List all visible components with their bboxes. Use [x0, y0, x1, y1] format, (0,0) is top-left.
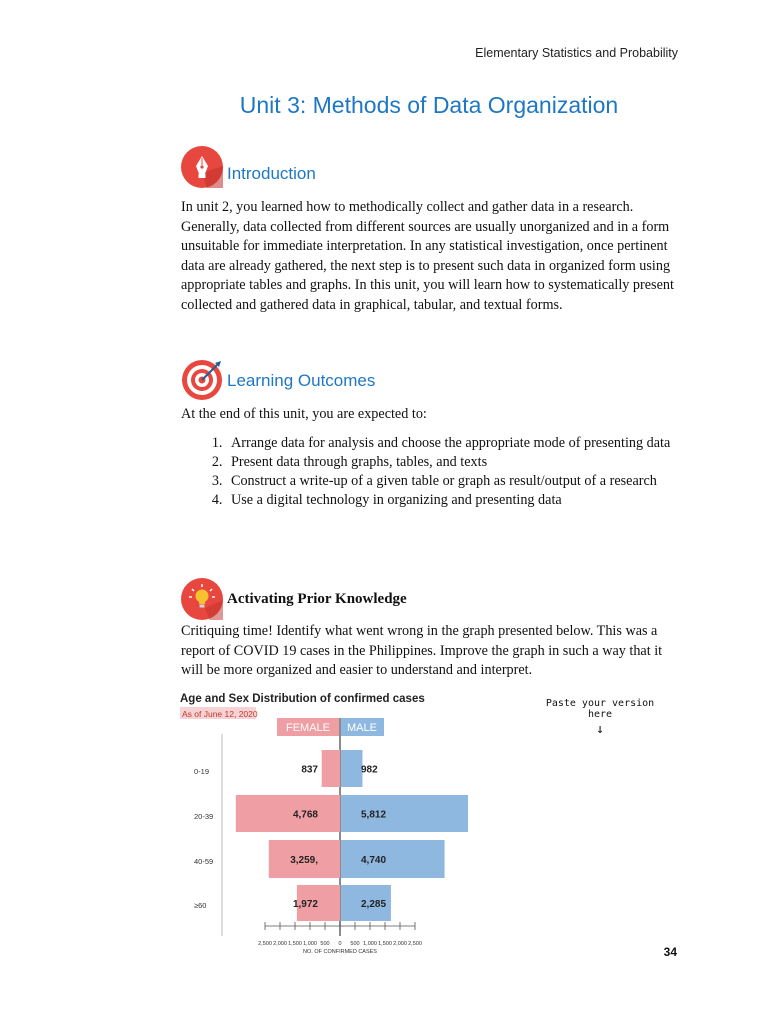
- x-tick-label: 1,500: [378, 941, 392, 947]
- x-tick-label: 500: [320, 941, 330, 947]
- data-label-female: 1,972: [292, 899, 318, 910]
- bar-female: [322, 750, 340, 787]
- data-label-female: 4,768: [292, 809, 318, 821]
- outcomes-title: Learning Outcomes: [227, 371, 376, 390]
- pen-nib-icon: [181, 146, 223, 188]
- data-label-female: 3,259,: [290, 855, 318, 866]
- data-label-male: 5,812: [361, 809, 387, 821]
- outcomes-lead: At the end of this unit, you are expected to:: [181, 406, 427, 422]
- prior-knowledge-title: Activating Prior Knowledge: [227, 590, 407, 607]
- pyramid-chart-svg: [172, 686, 472, 960]
- bar-female: [236, 795, 340, 832]
- bar-male: [341, 840, 445, 878]
- lightbulb-icon: [181, 578, 223, 620]
- outcomes-heading: [181, 359, 375, 401]
- down-arrow-icon: ↓: [596, 722, 604, 737]
- prior-knowledge-text: Critiquing time! Identify what went wrong in the graph presented below. This was a report of COVID 19 cases in the Philippines. Improve the graph in such a way that it will be more organized and easier to understand and interpret.: [181, 623, 663, 679]
- paste-note: [540, 698, 660, 737]
- y-tick-label: ≥60: [194, 901, 207, 910]
- x-tick-label: 0: [338, 941, 342, 947]
- target-icon: [181, 359, 223, 401]
- y-tick-label: 0-19: [194, 767, 210, 776]
- introduction-heading: [181, 146, 316, 188]
- course-header: Elementary Statistics and Probability: [475, 46, 678, 60]
- data-label-male: 982: [361, 764, 378, 776]
- legend-female-label: FEMALE: [285, 722, 331, 734]
- chart-title: Age and Sex Distribution of confirmed cases: [180, 693, 425, 705]
- y-tick-label: 20-39: [194, 812, 214, 821]
- x-tick-label: 2,500: [408, 941, 422, 947]
- x-tick-label: 2,000: [273, 941, 287, 947]
- paste-note-text: Paste your version here: [545, 698, 655, 720]
- outcomes-list: [181, 434, 726, 510]
- pyramid-chart: [172, 686, 472, 960]
- introduction-title: Introduction: [227, 164, 316, 183]
- introduction-text: In unit 2, you learned how to methodically collect and gather data in a research. Generally, data collected from different sources are usually unorganized and in a form unsuitable for immediate interpretation. In any statistical investigation, once pertinent data are already gathered, the next step is to present such data in organized form using appropriate tables and graphs. In this unit, you will learn how to systematically present collected and gathered data in graphical, tabular, and textual forms.: [181, 199, 674, 313]
- legend-male-label: MALE: [347, 722, 377, 734]
- x-tick-label: 1,000: [303, 941, 317, 947]
- data-label-female: 837: [301, 764, 318, 776]
- data-label-male: 4,740: [361, 855, 387, 866]
- unit-title: Unit 3: Methods of Data Organization: [239, 92, 619, 118]
- prior-knowledge-heading: [181, 578, 407, 620]
- x-tick-label: 2,000: [393, 941, 407, 947]
- bar-male: [341, 750, 362, 787]
- chart-subtitle: As of June 12, 2020: [182, 709, 258, 719]
- x-tick-label: 1,000: [363, 941, 377, 947]
- list-item: 1. Arrange data for analysis and choose the appropriate mode of presenting data: [226, 434, 726, 453]
- x-tick-label: 2,500: [258, 941, 272, 947]
- y-tick-label: 40-59: [194, 857, 214, 866]
- data-label-male: 2,285: [361, 899, 387, 910]
- page-number: 34: [663, 945, 677, 959]
- x-tick-label: 1,500: [288, 941, 302, 947]
- x-axis-label: NO. OF CONFIRMED CASES: [303, 949, 377, 955]
- list-item: 3. Construct a write-up of a given table or graph as result/output of a research: [226, 472, 726, 491]
- list-item: 4. Use a digital technology in organizing and presenting data: [226, 491, 726, 510]
- list-item: 2. Present data through graphs, tables, and texts: [226, 453, 726, 472]
- x-tick-label: 500: [350, 941, 360, 947]
